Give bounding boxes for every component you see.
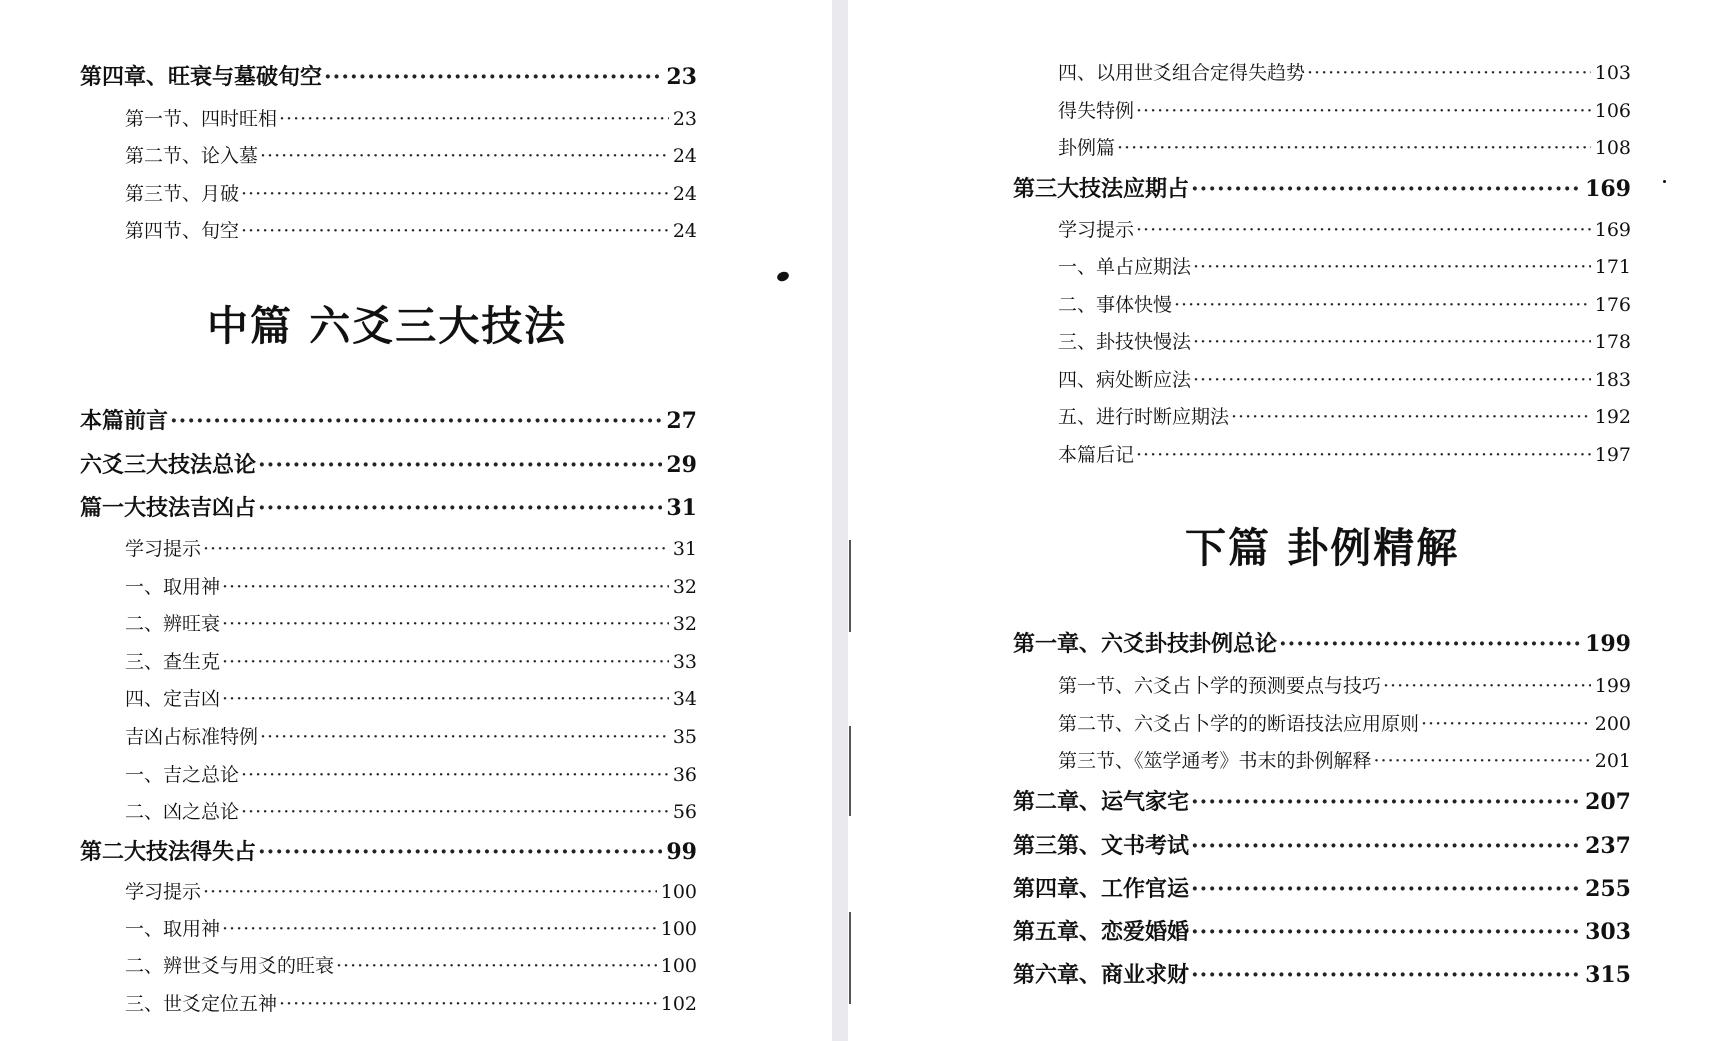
toc-section-entry	[125, 647, 697, 674]
toc-page-number: 24	[672, 183, 697, 205]
toc-page-number: 315	[1585, 962, 1631, 988]
toc-page-number: 32	[672, 576, 697, 598]
toc-page-number: 23	[666, 64, 697, 90]
toc-chapter-entry	[80, 835, 697, 866]
toc-entry-title: 卦例篇	[1058, 137, 1116, 159]
ink-speck	[1663, 180, 1666, 183]
toc-chapter-entry	[1013, 627, 1631, 658]
toc-section-entry	[125, 216, 697, 243]
toc-page-number: 171	[1594, 256, 1631, 278]
toc-entry-title: 一、取用神	[125, 918, 221, 940]
toc-section-entry	[1058, 290, 1631, 317]
toc-page-number: 207	[1585, 789, 1631, 815]
toc-chapter-entry	[80, 404, 697, 435]
toc-entry-title: 一、吉之总论	[125, 764, 240, 786]
toc-entry-title: 第二节、论入墓	[125, 145, 259, 167]
toc-section-entry	[1058, 96, 1631, 123]
toc-section-entry	[125, 609, 697, 636]
toc-entry-title: 第一节、六爻占卜学的预测要点与技巧	[1058, 675, 1382, 697]
toc-leader-dots	[1374, 750, 1591, 772]
toc-leader-dots	[1193, 369, 1591, 391]
toc-section-entry	[125, 877, 697, 904]
toc-entry-title: 第三节、月破	[125, 183, 240, 205]
toc-entry-title: 三、世爻定位五神	[125, 993, 278, 1015]
toc-page-number: 106	[1594, 100, 1631, 122]
toc-page-number: 108	[1594, 137, 1631, 159]
toc-entry-title: 一、单占应期法	[1058, 256, 1192, 278]
toc-entry-title: 四、病处断应法	[1058, 369, 1192, 391]
toc-page-number: 23	[672, 108, 697, 130]
toc-entry-title: 四、定吉凶	[125, 688, 221, 710]
toc-section-entry	[1058, 746, 1631, 773]
part-title-middle: 中篇 六爻三大技法	[207, 302, 568, 350]
toc-page-number: 36	[672, 764, 697, 786]
toc-entry-title: 第三第、文书考试	[1013, 833, 1190, 859]
toc-leader-dots	[260, 726, 669, 748]
toc-leader-dots	[336, 955, 657, 977]
toc-chapter-entry	[1013, 915, 1631, 946]
toc-chapter-entry	[80, 491, 697, 522]
toc-page-number: 56	[672, 801, 697, 823]
toc-entry-title: 学习提示	[1058, 219, 1135, 241]
toc-entry-title: 三、查生克	[125, 651, 221, 673]
toc-section-entry	[125, 684, 697, 711]
toc-entry-title: 第四章、旺衰与墓破旬空	[80, 64, 323, 90]
toc-page-number: 201	[1594, 750, 1631, 772]
toc-page-number: 29	[666, 452, 697, 478]
toc-section-entry	[1058, 133, 1631, 160]
toc-leader-dots	[222, 918, 657, 940]
toc-entry-title: 第二节、六爻占卜学的的断语技法应用原则	[1058, 713, 1420, 735]
toc-leader-dots	[222, 613, 669, 635]
toc-section-entry	[1058, 215, 1631, 242]
toc-leader-dots	[241, 183, 669, 205]
toc-entry-title: 第一章、六爻卦技卦例总论	[1013, 631, 1278, 657]
toc-page-number: 183	[1594, 369, 1631, 391]
toc-page-number: 192	[1594, 406, 1631, 428]
toc-page-number: 176	[1594, 294, 1631, 316]
toc-page-number: 31	[672, 538, 697, 560]
toc-leader-dots	[1136, 444, 1591, 466]
toc-leader-dots	[222, 688, 669, 710]
toc-page-number: 199	[1594, 675, 1631, 697]
toc-page-number: 24	[672, 220, 697, 242]
toc-leader-dots	[1191, 176, 1581, 202]
toc-chapter-entry	[1013, 958, 1631, 989]
toc-entry-title: 本篇后记	[1058, 444, 1135, 466]
toc-page-number: 199	[1585, 631, 1631, 657]
scan-artifact-line	[849, 912, 851, 1004]
toc-leader-dots	[1231, 406, 1591, 428]
toc-leader-dots	[203, 881, 657, 903]
toc-section-entry	[125, 951, 697, 978]
toc-chapter-entry	[80, 60, 697, 91]
toc-entry-title: 第四节、旬空	[125, 220, 240, 242]
toc-leader-dots	[241, 764, 669, 786]
toc-leader-dots	[1136, 219, 1591, 241]
toc-page-number: 103	[1594, 62, 1631, 84]
toc-page-number: 200	[1594, 713, 1631, 735]
toc-leader-dots	[258, 839, 662, 865]
toc-entry-title: 篇一大技法吉凶占	[80, 495, 257, 521]
toc-leader-dots	[258, 495, 662, 521]
toc-entry-title: 得失特例	[1058, 100, 1135, 122]
toc-section-entry	[125, 989, 697, 1016]
toc-section-entry	[125, 572, 697, 599]
toc-page-number: 100	[660, 955, 697, 977]
toc-section-entry	[1058, 365, 1631, 392]
toc-entry-title: 二、事体快慢	[1058, 294, 1173, 316]
toc-page-number: 100	[660, 881, 697, 903]
toc-leader-dots	[1383, 675, 1591, 697]
toc-leader-dots	[170, 408, 662, 434]
toc-leader-dots	[1191, 962, 1581, 988]
toc-entry-title: 本篇前言	[80, 408, 169, 434]
toc-leader-dots	[1193, 331, 1591, 353]
toc-leader-dots	[279, 108, 669, 130]
toc-leader-dots	[1193, 256, 1591, 278]
toc-section-entry	[125, 797, 697, 824]
toc-page-number: 35	[672, 726, 697, 748]
toc-leader-dots	[1117, 137, 1591, 159]
toc-page-number: 24	[672, 145, 697, 167]
toc-page-number: 31	[666, 495, 697, 521]
toc-entry-title: 二、凶之总论	[125, 801, 240, 823]
toc-chapter-entry	[1013, 172, 1631, 203]
toc-entry-title: 二、辨旺衰	[125, 613, 221, 635]
toc-leader-dots	[1136, 100, 1591, 122]
toc-section-entry	[125, 914, 697, 941]
toc-chapter-entry	[1013, 785, 1631, 816]
toc-leader-dots	[203, 538, 669, 560]
toc-leader-dots	[1191, 876, 1581, 902]
toc-page-number: 32	[672, 613, 697, 635]
toc-entry-title: 第五章、恋爱婚婚	[1013, 919, 1190, 945]
toc-leader-dots	[1191, 789, 1581, 815]
toc-section-entry	[1058, 58, 1631, 85]
toc-page-number: 100	[660, 918, 697, 940]
toc-entry-title: 吉凶占标准特例	[125, 726, 259, 748]
toc-entry-title: 第一节、四时旺相	[125, 108, 278, 130]
toc-entry-title: 五、进行时断应期法	[1058, 406, 1230, 428]
toc-leader-dots	[1174, 294, 1591, 316]
toc-leader-dots	[258, 452, 662, 478]
toc-section-entry	[1058, 402, 1631, 429]
toc-leader-dots	[222, 576, 669, 598]
toc-entry-title: 四、以用世爻组合定得失趋势	[1058, 62, 1306, 84]
toc-leader-dots	[1191, 833, 1581, 859]
toc-section-entry	[125, 104, 697, 131]
toc-leader-dots	[1279, 631, 1581, 657]
toc-section-entry	[1058, 327, 1631, 354]
toc-section-entry	[1058, 252, 1631, 279]
toc-page-number: 237	[1585, 833, 1631, 859]
toc-entry-title: 第三节、《筮学通考》书末的卦例解释	[1058, 750, 1372, 772]
toc-section-entry	[125, 179, 697, 206]
toc-entry-title: 第二大技法得失占	[80, 839, 257, 865]
toc-page-number: 27	[666, 408, 697, 434]
toc-entry-title: 第三大技法应期占	[1013, 176, 1190, 202]
toc-leader-dots	[324, 64, 662, 90]
page-gutter	[832, 0, 848, 1041]
toc-section-entry	[125, 760, 697, 787]
toc-page-number: 99	[666, 839, 697, 865]
toc-leader-dots	[222, 651, 669, 673]
toc-section-entry	[125, 722, 697, 749]
toc-leader-dots	[241, 220, 669, 242]
toc-page-number: 255	[1585, 876, 1631, 902]
toc-section-entry	[125, 534, 697, 561]
toc-entry-title: 一、取用神	[125, 576, 221, 598]
toc-page-number: 178	[1594, 331, 1631, 353]
toc-page-number: 169	[1594, 219, 1631, 241]
toc-leader-dots	[1421, 713, 1591, 735]
toc-section-entry	[1058, 709, 1631, 736]
toc-leader-dots	[1191, 919, 1581, 945]
toc-entry-title: 学习提示	[125, 881, 202, 903]
scan-artifact-line	[849, 726, 851, 816]
toc-page-number: 303	[1585, 919, 1631, 945]
toc-leader-dots	[260, 145, 669, 167]
toc-page-number: 33	[672, 651, 697, 673]
part-title-lower: 下篇 卦例精解	[1185, 524, 1460, 572]
toc-entry-title: 第六章、商业求财	[1013, 962, 1190, 988]
toc-entry-title: 第四章、工作官运	[1013, 876, 1190, 902]
toc-entry-title: 第二章、运气家宅	[1013, 789, 1190, 815]
toc-page-number: 169	[1585, 176, 1631, 202]
toc-entry-title: 六爻三大技法总论	[80, 452, 257, 478]
toc-entry-title: 学习提示	[125, 538, 202, 560]
toc-leader-dots	[279, 993, 657, 1015]
toc-section-entry	[1058, 671, 1631, 698]
toc-section-entry	[125, 141, 697, 168]
toc-leader-dots	[1307, 62, 1591, 84]
toc-entry-title: 三、卦技快慢法	[1058, 331, 1192, 353]
toc-chapter-entry	[80, 448, 697, 479]
toc-section-entry	[1058, 440, 1631, 467]
toc-page-number: 197	[1594, 444, 1631, 466]
toc-entry-title: 二、辨世爻与用爻的旺衰	[125, 955, 335, 977]
toc-chapter-entry	[1013, 872, 1631, 903]
toc-leader-dots	[241, 801, 669, 823]
toc-chapter-entry	[1013, 829, 1631, 860]
scan-artifact-line	[849, 540, 851, 632]
toc-page-number: 34	[672, 688, 697, 710]
toc-page-number: 102	[660, 993, 697, 1015]
